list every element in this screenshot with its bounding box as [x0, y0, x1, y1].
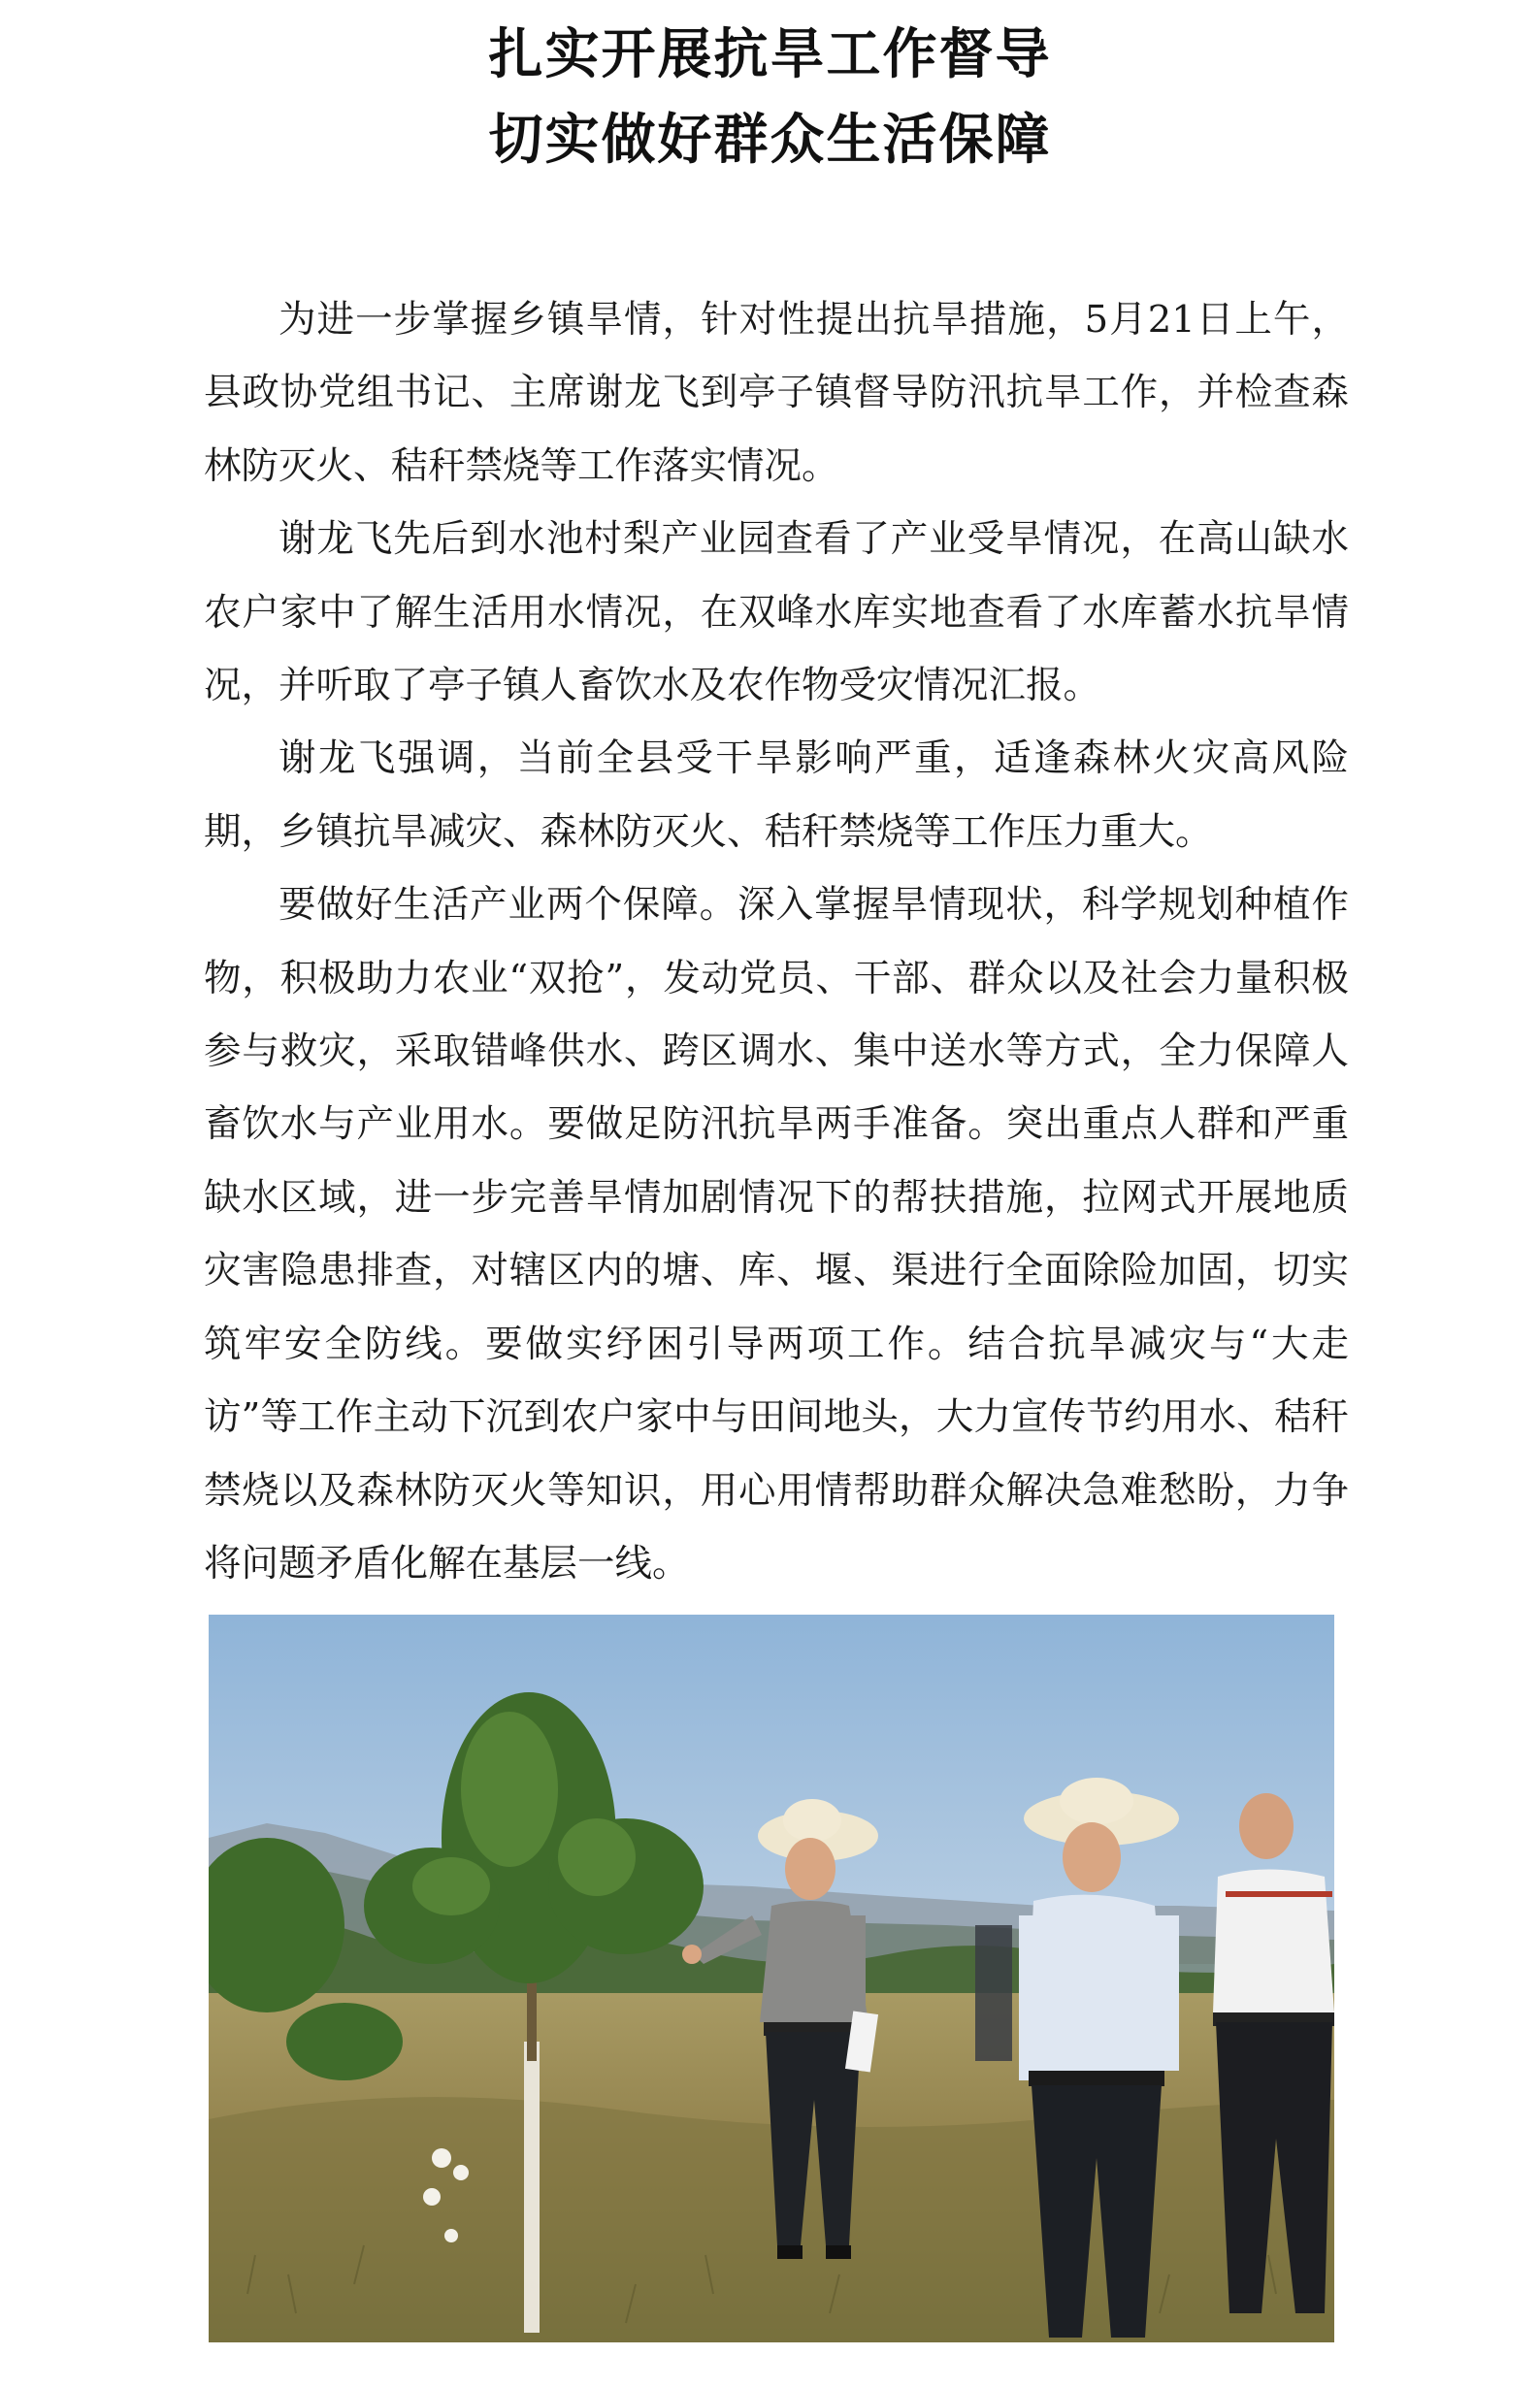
paragraph-2: 谢龙飞先后到水池村梨产业园查看了产业受旱情况，在高山缺水农户家中了解生活用水情况，在双峰水库实地查看了水库蓄水抗旱情况，并听取了亭子镇人畜饮水及农作物受灾情况汇报。	[204, 517, 1349, 708]
headline-line-2: 切实做好群众生活保障	[488, 108, 1052, 172]
article-body	[204, 283, 1349, 1600]
inspection-photo	[209, 1615, 1334, 2342]
paragraph-1: 为进一步掌握乡镇旱情，针对性提出抗旱措施，5月21日上午，县政协党组书记、主席谢龙飞到亭子镇督导防汛抗旱工作，并检查森林防灭火、秸秆禁烧等工作落实情况。	[204, 298, 1349, 488]
paragraph-4: 要做好生活产业两个保障。深入掌握旱情现状，科学规划种植作物，积极助力农业“双抢”，发动党员、干部、群众以及社会力量积极参与救灾，采取错峰供水、跨区调水、集中送水等方式，全力保障人畜饮水与产业用水。要做足防汛抗旱两手准备。突出重点人群和严重缺水区域，进一步完善旱情加剧情况下的帮扶措施，拉网式开展地质灾害隐患排查，对辖区内的塘、库、堰、渠进行全面除险加固，切实筑牢安全防线。要做实纾困引导两项工作。结合抗旱减灾与“大走访”等工作主动下沉到农户家中与田间地头，大力宣传节约用水、秸秆禁烧以及森林防灭火等知识，用心用情帮助群众解决急难愁盼，力争将问题矛盾化解在基层一线。	[204, 883, 1349, 1586]
paragraph-3: 谢龙飞强调，当前全县受干旱影响严重，适逢森林火灾高风险期，乡镇抗旱减灾、森林防灭火、秸秆禁烧等工作压力重大。	[204, 736, 1349, 854]
headline-line-1: 扎实开展抗旱工作督导	[488, 22, 1052, 86]
